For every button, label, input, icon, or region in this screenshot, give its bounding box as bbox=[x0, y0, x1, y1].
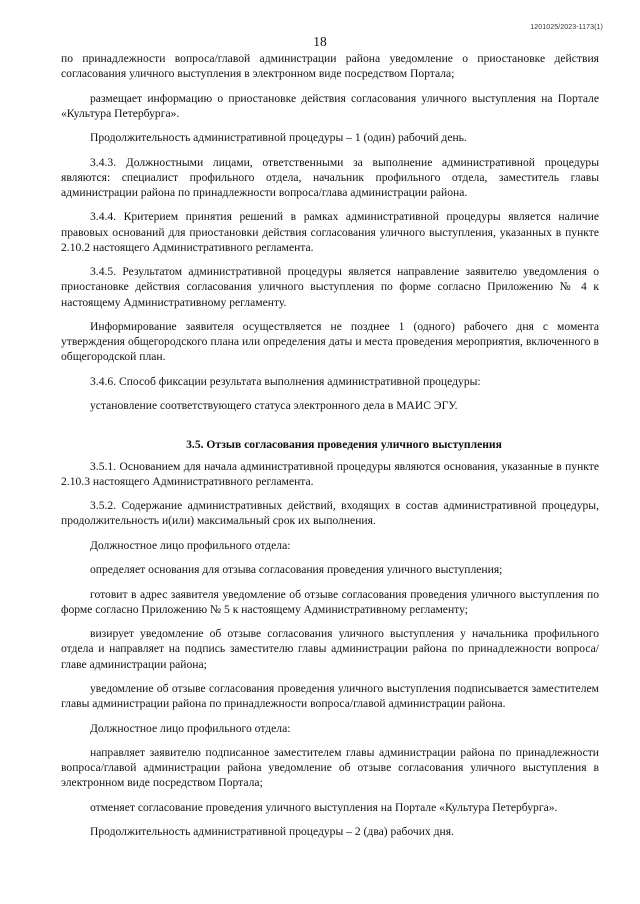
paragraph-signed: уведомление об отзыве согласования проведения уличного выступления подписывается заместителем главы администрации района по принадлежности вопроса/главой администрации района. bbox=[61, 681, 599, 711]
paragraph-3-4-3: 3.4.3. Должностными лицами, ответственными за выполнение административной процедуры являются: специалист профильного отдела, начальник профильного отдела, заместитель главы администрации района по принадлежности вопроса/глава администрации района. bbox=[61, 155, 599, 199]
paragraph-endorses: визирует уведомление об отзыве согласования уличного выступления у начальника профильного отдела и направляет на подпись заместителю главы администрации района по принадлежности вопроса/главе администрации района; bbox=[61, 627, 599, 671]
paragraph-official-1: Должностное лицо профильного отдела: bbox=[90, 538, 291, 552]
paragraph-informing: Информирование заявителя осуществляется не позднее 1 (одного) рабочего дня с момента утверждения общегородского плана или определения даты и места проведения мероприятия, включенного в общегородской план. bbox=[61, 319, 599, 364]
paragraph-duration-2: Продолжительность административной процедуры – 2 (два) рабочих дня. bbox=[90, 825, 454, 839]
paragraph-3-4-6: 3.4.6. Способ фиксации результата выполнения административной процедуры: bbox=[90, 374, 481, 388]
paragraph-duration-1: Продолжительность административной процедуры – 1 (один) рабочий день. bbox=[90, 131, 467, 145]
paragraph-prepares: готовит в адрес заявителя уведомление об отзыве согласования проведения уличного выступления по форме согласно Приложению № 5 к настоящему Административному регламенту; bbox=[61, 587, 599, 616]
paragraph-sends: направляет заявителю подписанное заместителем главы администрации района по принадлежности вопроса/главой администрации района уведомление об отзыве согласования уличного выступления в электронном виде посредством Портала; bbox=[61, 745, 599, 790]
paragraph-publish-info: размещает информацию о приостановке действия согласования уличного выступления на Портале «Культура Петербурга». bbox=[61, 91, 599, 120]
paragraph-determines: определяет основания для отзыва согласования проведения уличного выступления; bbox=[90, 563, 503, 577]
section-heading-3-5: 3.5. Отзыв согласования проведения уличного выступления bbox=[186, 438, 502, 452]
document-body bbox=[61, 51, 599, 848]
paragraph-official-2: Должностное лицо профильного отдела: bbox=[90, 721, 291, 735]
paragraph-3-5-1: 3.5.1. Основанием для начала административной процедуры являются основания, указанные в пункте 2.10.3 настоящего Административного регламента. bbox=[61, 459, 599, 488]
paragraph-3-4-4: 3.4.4. Критерием принятия решений в рамках административной процедуры является наличие правовых оснований для приостановки действия согласования уличного выступления, указанных в пункте 2.10.2 настоящего Административного регламента. bbox=[61, 210, 599, 254]
paragraph-continuation: по принадлежности вопроса/главой администрации района уведомление о приостановке действия согласования уличного выступления в электронном виде посредством Портала; bbox=[61, 52, 599, 81]
paragraph-cancels: отменяет согласование проведения уличного выступления на Портале «Культура Петербурга». bbox=[90, 800, 558, 814]
document-registration-stamp: 1201025/2023-1173(1) bbox=[530, 24, 603, 31]
paragraph-3-4-5: 3.4.5. Результатом административной процедуры является направление заявителю уведомления о приостановке действия согласования уличного выступления по форме согласно Приложению № 4 к настоящему Административному регламенту. bbox=[61, 265, 599, 309]
paragraph-3-5-2: 3.5.2. Содержание административных действий, входящих в состав административной процедуры, продолжительность и(или) максимальный срок их выполнения. bbox=[61, 499, 599, 528]
page-number: 18 bbox=[313, 34, 327, 49]
paragraph-status-fixation: установление соответствующего статуса электронного дела в МАИС ЭГУ. bbox=[90, 399, 458, 413]
